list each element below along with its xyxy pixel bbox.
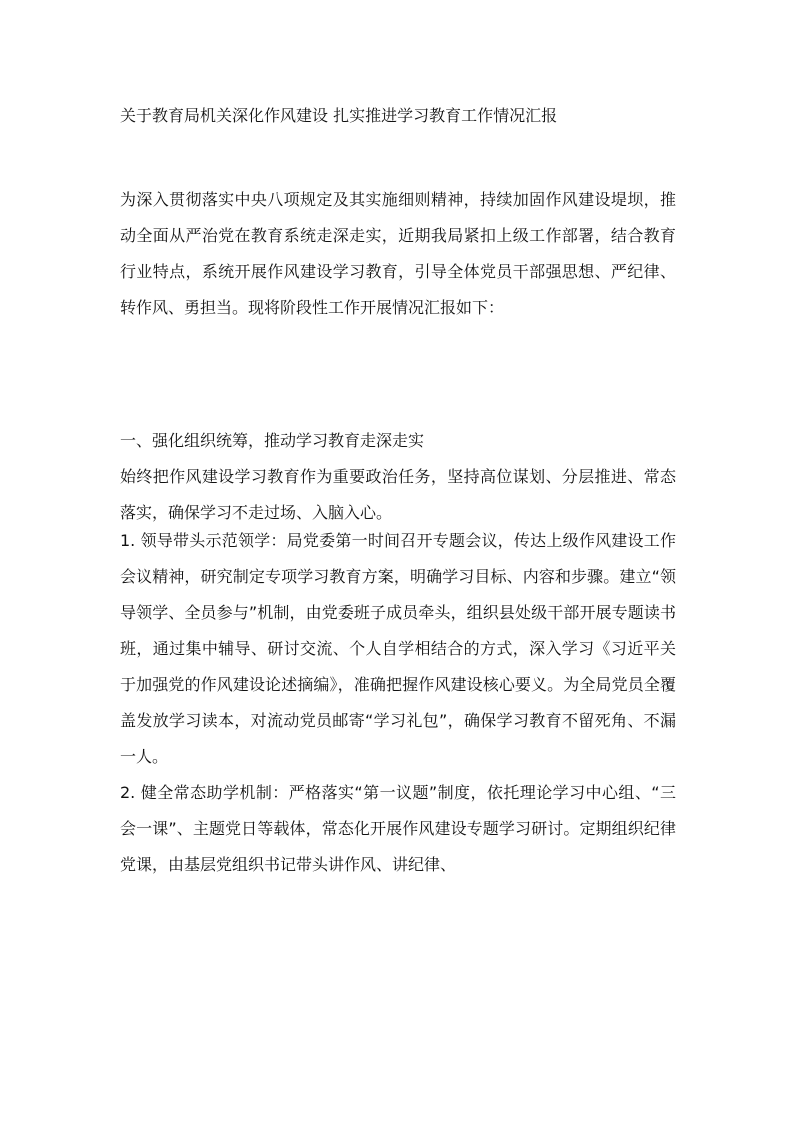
section-1-heading: 一、强化组织统筹，推动学习教育走深走实 — [120, 431, 425, 450]
list-item-2: 2. 健全常态助学机制：严格落实“第一议题”制度，依托理论学习中心组、“三会一课”、主题党日等载体，常态化开展作风建设专题学习研讨。定期组织纪律党课，由基层党组织书记带头讲作风、讲纪律、 — [120, 783, 676, 874]
document-title: 关于教育局机关深化作风建设 扎实推进学习教育工作情况汇报 — [120, 106, 558, 125]
intro-paragraph: 为深入贯彻落实中央八项规定及其实施细则精神，持续加固作风建设堤坝，推动全面从严治党在教育系统走深走实，近期我局紧扣上级工作部署，结合教育行业特点，系统开展作风建设学习教育，引导全体党员干部强思想、严纪律、转作风、勇担当。现将阶段性工作开展情况汇报如下： — [120, 190, 676, 317]
section-1-items — [120, 523, 676, 883]
list-item-1: 1. 领导带头示范领学：局党委第一时间召开专题会议，传达上级作风建设工作会议精神，研究制定专项学习教育方案，明确学习目标、内容和步骤。建立“领导领学、全员参与”机制，由党委班子成员牵头，组织县处级干部开展专题读书班，通过集中辅导、研讨交流、个人自学相结合的方式，深入学习《习近平关于加强党的作风建设论述摘编》，准确把握作风建设核心要义。为全局党员全覆盖发放学习读本，对流动党员邮寄“学习礼包”，确保学习教育不留死角、不漏一人。 — [120, 531, 676, 766]
section-1-lead: 始终把作风建设学习教育作为重要政治任务，坚持高位谋划、分层推进、常态落实，确保学习不走过场、入脑入心。 — [120, 467, 676, 522]
section-1 — [120, 423, 676, 531]
